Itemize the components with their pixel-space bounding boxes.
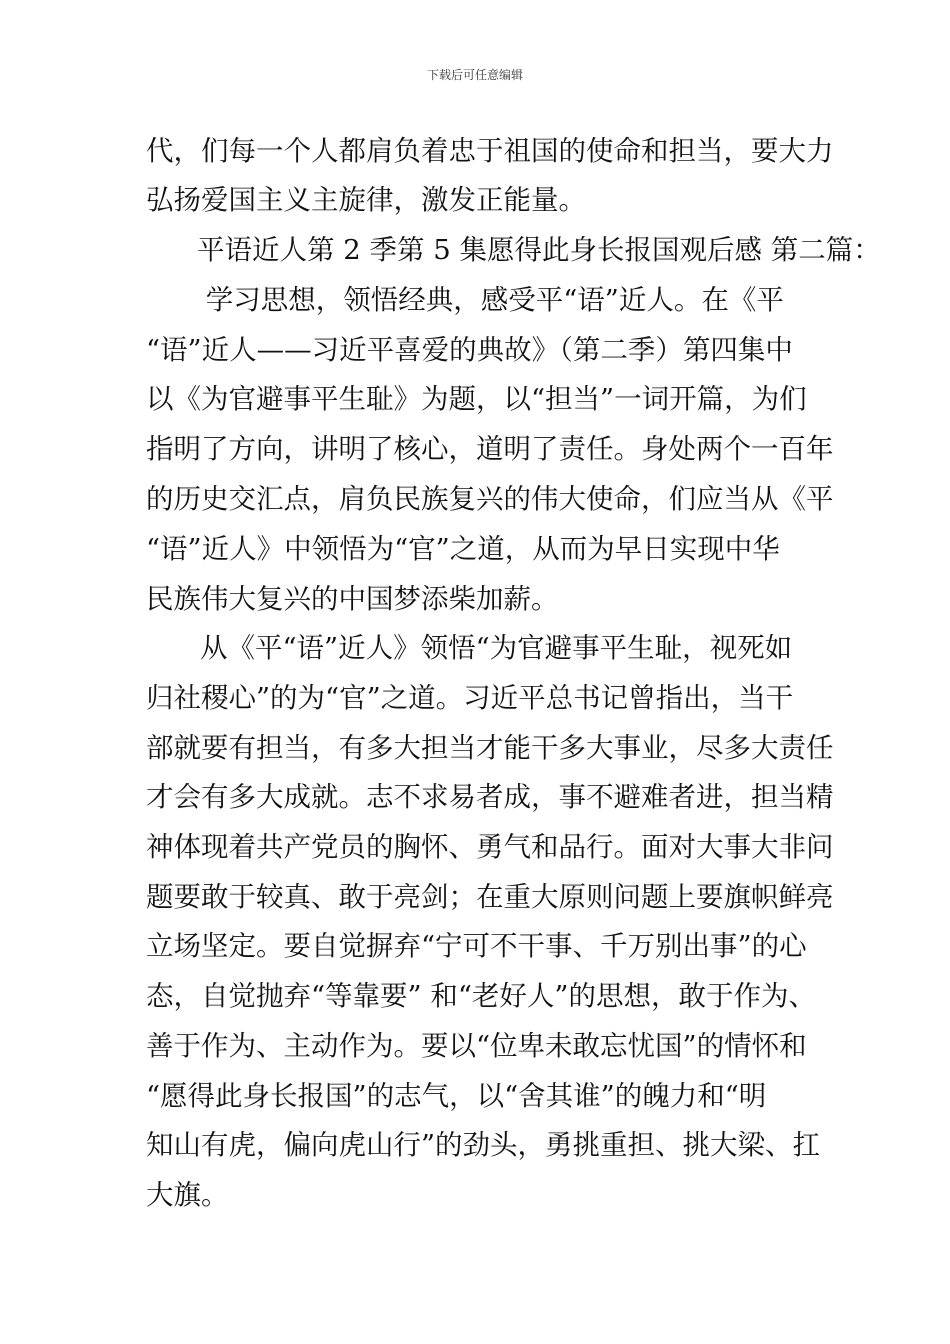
text-line-14: 才会有多大成就。志不求易者成，事不避难者进，担当精 (146, 781, 834, 813)
text-line-22: 大旗。 (146, 1179, 229, 1211)
text-line-5: “语”近人——习近平喜爱的典故》（第二季）第四集中 (146, 334, 793, 366)
text-line-15: 神体现着共产党员的胸怀、勇气和品行。面对大事大非问 (146, 831, 834, 863)
text-line-2: 弘扬爱国主义主旋律，激发正能量。 (146, 184, 586, 216)
text-line-4: 学习思想，领悟经典，感受平“语”近人。在《平 (197, 284, 784, 316)
text-line-12: 归社稷心”的为“官”之道。习近平总书记曾指出，当干 (146, 682, 794, 714)
text-line-16: 题要敢于较真、敢于亮剑；在重大原则问题上要旗帜鲜亮 (146, 881, 834, 913)
text-line-7: 指明了方向，讲明了核心，道明了责任。身处两个一百年 (146, 433, 834, 465)
text-line-20: “愿得此身长报国”的志气，以“舍其谁”的魄力和“明 (146, 1080, 767, 1112)
text-line-8: 的历史交汇点，肩负民族复兴的伟大使命，们应当从《平 (146, 483, 834, 515)
text-line-21: 知山有虎，偏向虎山行”的劲头，勇挑重担、挑大梁、扛 (146, 1129, 821, 1161)
text-line-13: 部就要有担当，有多大担当才能干多大事业，尽多大责任 (146, 732, 834, 764)
page-header: 下载后可任意编辑 (426, 68, 523, 82)
text-line-3: 平语近人第 2 季第 5 集愿得此身长报国观后感 第二篇： (197, 234, 881, 266)
text-line-10: 民族伟大复兴的中国梦添柴加薪。 (146, 583, 559, 615)
text-line-17: 立场坚定。要自觉摒弃“宁可不干事、千万别出事”的心 (146, 930, 807, 962)
text-line-18: 态，自觉抛弃“等靠要” 和“老好人”的思想，敢于作为、 (146, 980, 816, 1012)
text-line-1: 代，们每一个人都肩负着忠于祖国的使命和担当，要大力 (146, 135, 834, 167)
text-line-19: 善于作为、主动作为。要以“位卑未敢忘忧国”的情怀和 (146, 1030, 807, 1062)
text-line-11: 从《平“语”近人》领悟“为官避事平生耻，视死如 (200, 632, 793, 664)
text-line-9: “语”近人》中领悟为“官”之道，从而为早日实现中华 (146, 533, 780, 565)
text-line-6: 以《为官避事平生耻》为题，以“担当”一词开篇，为们 (146, 383, 807, 415)
